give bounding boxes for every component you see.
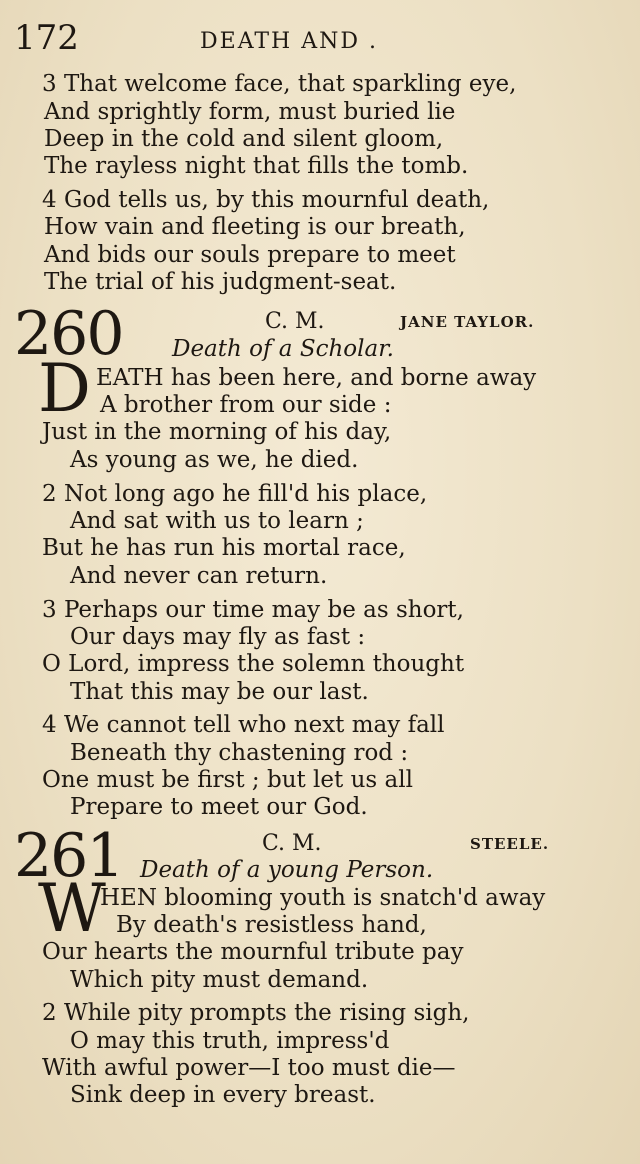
verse-line: 2 While pity prompts the rising sigh, — [42, 1000, 470, 1026]
hymn-title: Death of a Scholar. — [172, 336, 394, 362]
verse-line: Our hearts the mournful tribute pay — [42, 939, 464, 965]
drop-cap: W — [38, 870, 106, 947]
verse-line: That this may be our last. — [70, 679, 369, 705]
hymn-title: Death of a young Person. — [140, 857, 434, 883]
verse-line: And sat with us to learn ; — [70, 508, 364, 534]
verse-line: O may this truth, impress'd — [70, 1028, 390, 1054]
verse-line: Beneath thy chastening rod : — [70, 740, 409, 766]
verse-line: 4 God tells us, by this mournful death, — [42, 187, 490, 213]
verse-line: And bids our souls prepare to meet — [44, 242, 456, 268]
verse-line: 2 Not long ago he fill'd his place, — [42, 481, 428, 507]
verse-line: 3 Perhaps our time may be as short, — [42, 597, 464, 623]
verse-line: Which pity must demand. — [70, 967, 369, 993]
hymn-author: JANE TAYLOR. — [400, 313, 535, 331]
verse-line: Our days may fly as fast : — [70, 624, 366, 650]
verse-line: The rayless night that fills the tomb. — [44, 153, 469, 179]
drop-cap: D — [38, 350, 91, 427]
verse-line: With awful power—I too must die— — [42, 1055, 456, 1081]
verse-line: But he has run his mortal race, — [42, 535, 406, 561]
verse-line: A brother from our side : — [100, 392, 392, 418]
hymn-meter: C. M. — [262, 831, 322, 856]
page-number: 172 — [14, 18, 79, 58]
verse-line: 4 We cannot tell who next may fall — [42, 712, 445, 738]
hymn-number: 261 — [14, 821, 123, 891]
verse-line: Prepare to meet our God. — [70, 794, 368, 820]
hymn-meter: C. M. — [265, 309, 325, 334]
verse-line: HEN blooming youth is snatch'd away — [100, 885, 546, 911]
verse-line: The trial of his judgment-seat. — [44, 269, 397, 295]
verse-line: And never can return. — [70, 563, 328, 589]
verse-line: How vain and fleeting is our breath, — [44, 214, 466, 240]
verse-line: O Lord, impress the solemn thought — [42, 651, 465, 677]
verse-line: One must be first ; but let us all — [42, 767, 413, 793]
verse-line: And sprightly form, must buried lie — [44, 99, 456, 125]
verse-line: Deep in the cold and silent gloom, — [44, 126, 444, 152]
verse-line: 3 That welcome face, that sparkling eye, — [42, 71, 517, 97]
running-title: DEATH AND . — [200, 29, 378, 54]
verse-line: Just in the morning of his day, — [42, 419, 392, 445]
hymn-number: 260 — [14, 299, 123, 369]
verse-line: As young as we, he died. — [70, 447, 359, 473]
hymn-author: STEELE. — [470, 835, 550, 853]
verse-line: By death's resistless hand, — [116, 912, 427, 938]
verse-line: Sink deep in every breast. — [70, 1082, 376, 1108]
verse-line: EATH has been here, and borne away — [96, 365, 537, 391]
